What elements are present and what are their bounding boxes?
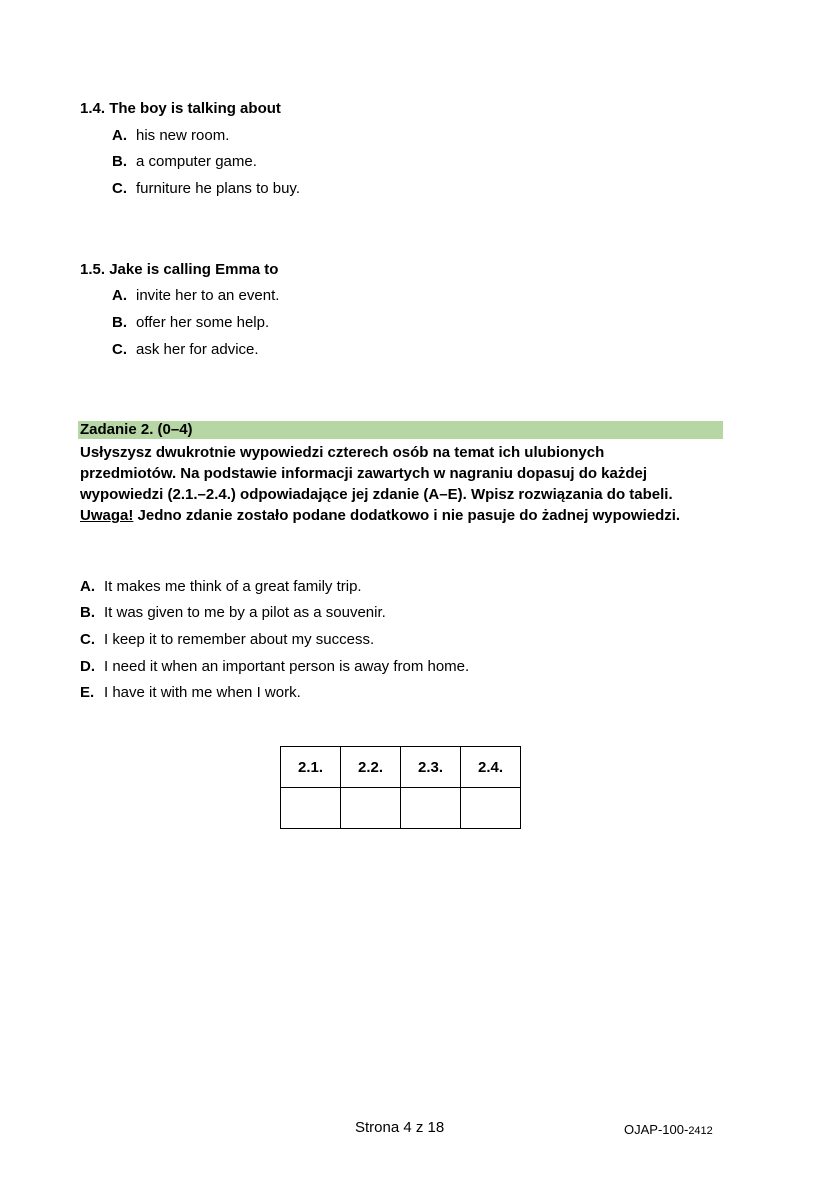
statement-c [80,631,374,648]
option-1-4-c [112,180,300,197]
statement-text: I keep it to remember about my success. [104,631,375,648]
option-1-5-b [112,314,269,331]
note-text: Jedno zdanie zostało podane dodatkowo i nie pasuje do żadnej wypowiedzi. [133,507,681,524]
option-1-4-b [112,153,257,170]
answer-table-header-row [281,747,521,788]
option-letter: C. [112,341,127,358]
instruction-note [80,505,730,526]
statement-text: I need it when an important person is away from home. [104,658,470,675]
option-1-5-c [112,341,259,358]
option-1-4-a [112,127,229,144]
option-text: ask her for advice. [136,341,259,358]
statement-letter: A. [80,578,95,595]
answer-cell-2-1[interactable] [281,788,341,829]
statement-letter: D. [80,658,95,675]
question-number: 1.4. [80,100,106,117]
question-1-5-title [80,261,278,278]
option-text: furniture he plans to buy. [136,180,300,197]
option-text: offer her some help. [136,314,270,331]
statement-text: I have it with me when I work. [104,684,301,701]
answer-table [280,746,521,829]
task-2-header-bar [78,421,723,439]
statement-letter: C. [80,631,95,648]
option-letter: A. [112,127,127,144]
exam-code-main: OJAP-100- [624,1122,689,1137]
note-label: Uwaga! [80,507,134,524]
option-text: invite her to an event. [136,287,280,304]
answer-cell-2-3[interactable] [401,788,461,829]
answer-table-input-row [281,788,521,829]
answer-header-2-1: 2.1. [281,747,341,788]
option-letter: A. [112,287,127,304]
exam-code [624,1122,713,1137]
exam-code-suffix: 2412 [688,1125,713,1137]
instruction-line: wypowiedzi (2.1.–2.4.) odpowiadające jej zdanie (A–E). Wpisz rozwiązania do tabeli. [80,486,673,503]
answer-cell-2-4[interactable] [461,788,521,829]
option-letter: B. [112,314,127,331]
option-1-5-a [112,287,279,304]
question-number: 1.5. [80,261,106,278]
statement-letter: E. [80,684,95,701]
statement-text: It makes me think of a great family trip. [104,578,362,595]
statement-b [80,604,386,621]
instruction-line: Usłyszysz dwukrotnie wypowiedzi czterech osób na temat ich ulubionych [80,444,605,461]
question-1-4-title [80,100,281,117]
option-text: his new room. [136,127,230,144]
answer-header-2-3: 2.3. [401,747,461,788]
question-stem: The boy is talking about [109,100,281,117]
statement-text: It was given to me by a pilot as a souvenir. [104,604,386,621]
task-2-header: Zadanie 2. (0–4) [80,421,193,438]
option-text: a computer game. [136,153,257,170]
task-2-instructions [80,442,730,526]
answer-header-2-4: 2.4. [461,747,521,788]
statement-letter: B. [80,604,95,621]
instruction-line: przedmiotów. Na podstawie informacji zawartych w nagraniu dopasuj do każdej [80,465,648,482]
option-letter: C. [112,180,127,197]
statement-e [80,684,301,701]
statement-d [80,658,469,675]
answer-cell-2-2[interactable] [341,788,401,829]
page-number: Strona 4 z 18 [355,1119,445,1136]
answer-header-2-2: 2.2. [341,747,401,788]
statement-a [80,578,362,595]
option-letter: B. [112,153,127,170]
question-stem: Jake is calling Emma to [109,261,279,278]
